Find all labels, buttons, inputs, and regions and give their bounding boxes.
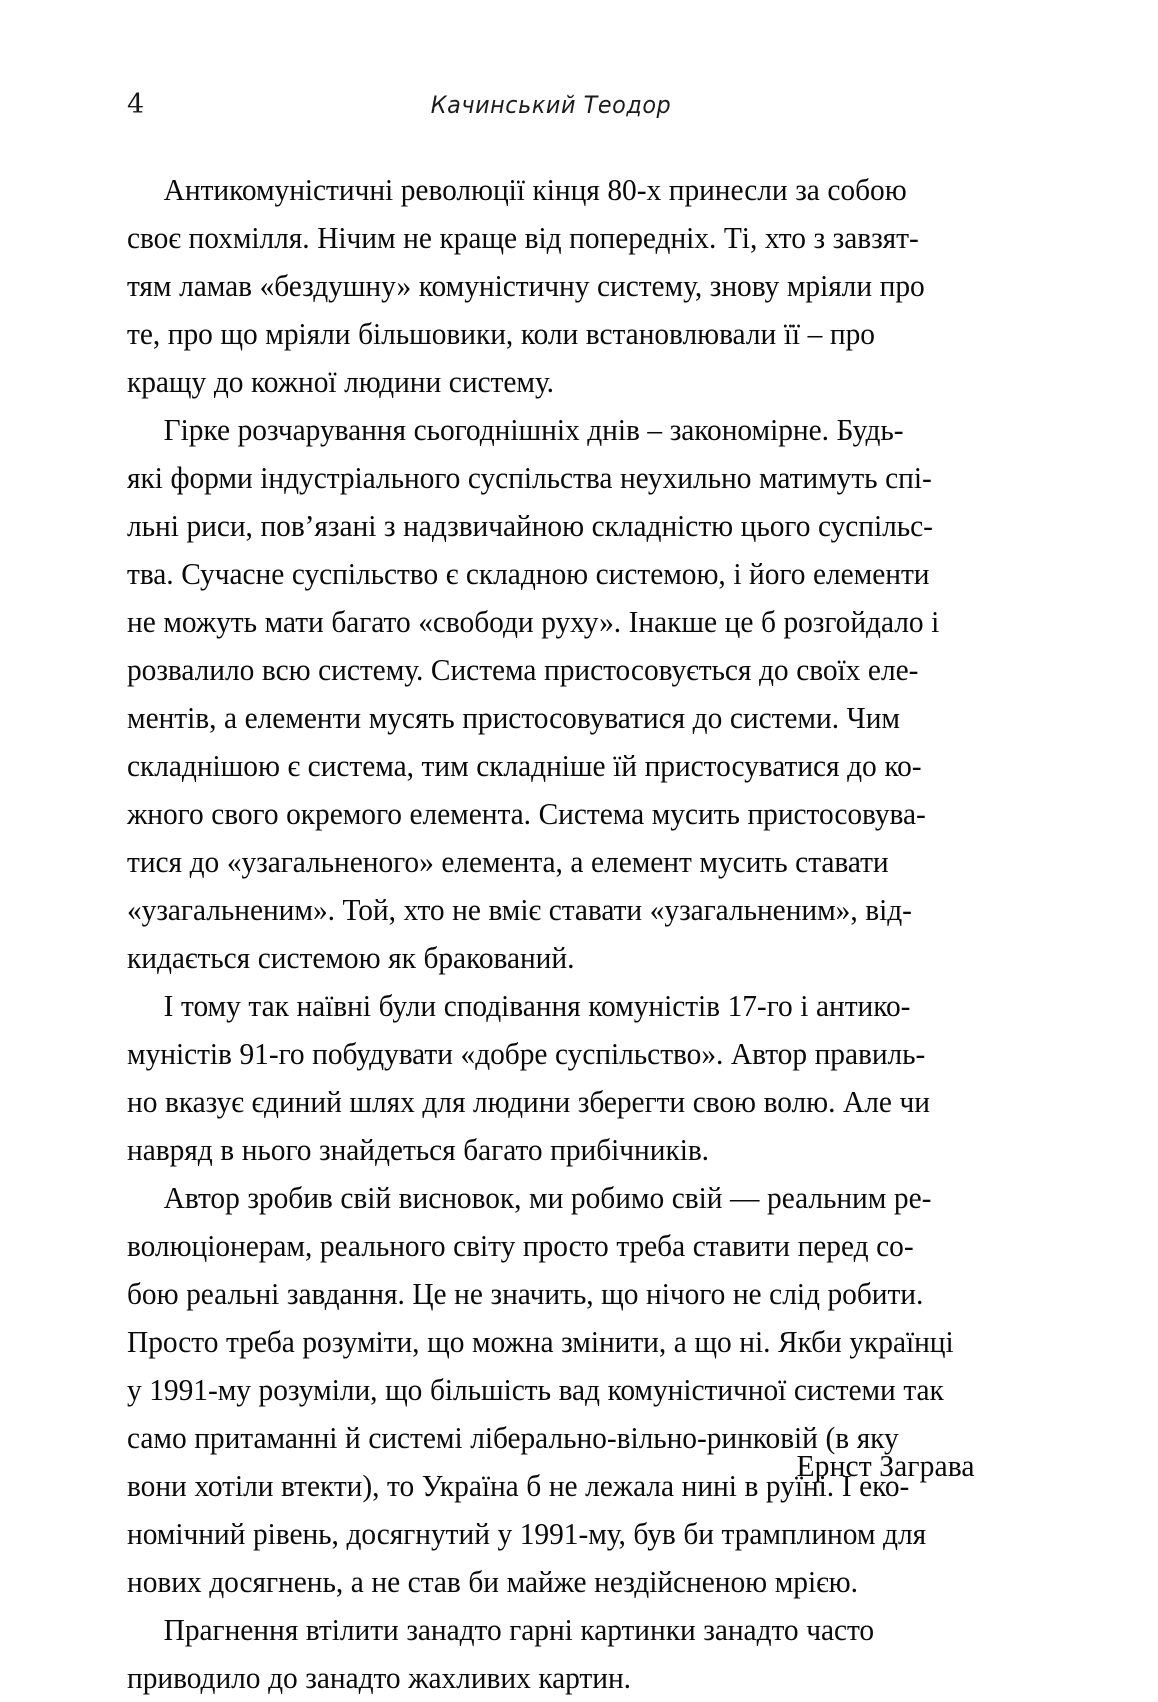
text-line: те, про що мріяли більшовики, коли встановлювали її – про [127,317,875,351]
text-line: Антикомуністичні революції кінця 80-х принесли за собою [163,173,907,207]
text-line: ментів, а елементи мусять пристосовуватися до системи. Чим [127,701,900,735]
page-number: 4 [127,89,145,120]
text-line: своє похмілля. Нічим не краще від попередніх. Ті, хто з завзят- [127,221,919,255]
text-line: тям ламав «бездушну» комуністичну систему, знову мріяли про [127,269,925,303]
text-line: тва. Сучасне суспільство є складною системою, і його елементи [127,557,930,591]
text-line: які форми індустріального суспільства неухильно матимуть спі- [127,461,932,495]
text-line: «узагальненим». Той, хто не вміє ставати «узагальненим», від- [127,893,912,927]
text-line: Автор зробив свій висновок, ми робимо свій — реальним ре- [163,1181,932,1215]
text-line: волюціонерам, реального світу просто треба ставити перед со- [127,1229,914,1263]
text-line: номічний рівень, досягнутий у 1991-му, був би трамплином для [127,1517,927,1551]
paragraph [127,1174,954,1606]
text-line: тися до «узагальненого» елемента, а елемент мусить ставати [127,845,889,879]
paragraph [127,406,945,982]
text-line: не можуть мати багато «свободи руху». Інакше це б розгойдало і [127,605,940,639]
text-line: розвалило всю систему. Система пристосовується до своїх еле- [127,653,919,687]
paragraph [127,166,945,406]
text-line: складнішою є система, тим складніше їй пристосуватися до ко- [127,749,922,783]
text-line: Просто треба розуміти, що можна змінити, а що ні. Якби українці [127,1325,954,1359]
paragraph [127,982,945,1174]
running-header [127,88,975,128]
text-line: Прагнення втілити занадто гарні картинки занадто часто [163,1613,875,1647]
text-line: льні риси, пов’язані з надзвичайною складністю цього суспільс- [127,509,933,543]
text-line: бою реальні завдання. Це не значить, що нічого не слід робити. [127,1277,924,1311]
signature [127,1444,975,1488]
running-title: Качинський Теодор [430,91,672,119]
text-line: муністів 91-го побудувати «добре суспільство». Автор правиль- [127,1037,926,1071]
text-line: но вказує єдиний шлях для людини зберегти свою волю. Але чи [127,1085,930,1119]
text-line: Гірке розчарування сьогоднішніх днів – закономірне. Будь- [163,413,904,447]
text-line: кидається системою як бракований. [127,941,575,975]
text-line: вони хотіли втекти), то Україна б не лежала нині в руїні. І еко- [127,1469,910,1503]
paragraph [127,1606,945,1702]
text-line: приводило до занадто жахливих картин. [127,1661,631,1695]
text-line: навряд в нього знайдеться багато прибічників. [127,1133,709,1167]
text-line: нових досягнень, а не став би майже нездійсненою мрією. [127,1565,858,1599]
text-line: кращу до кожної людини систему. [127,365,554,399]
signature-text: Ернст Заграва [796,1449,975,1483]
text-line: жного свого окремого елемента. Система мусить пристосовува- [127,797,926,831]
text-line: у 1991-му розуміли, що більшість вад комуністичної системи так [127,1373,944,1407]
text-line: І тому так наївні були сподівання комуністів 17-го і антико- [163,989,911,1023]
text-line: само притаманні й системі ліберально-вільно-ринковій (в яку [127,1421,899,1455]
